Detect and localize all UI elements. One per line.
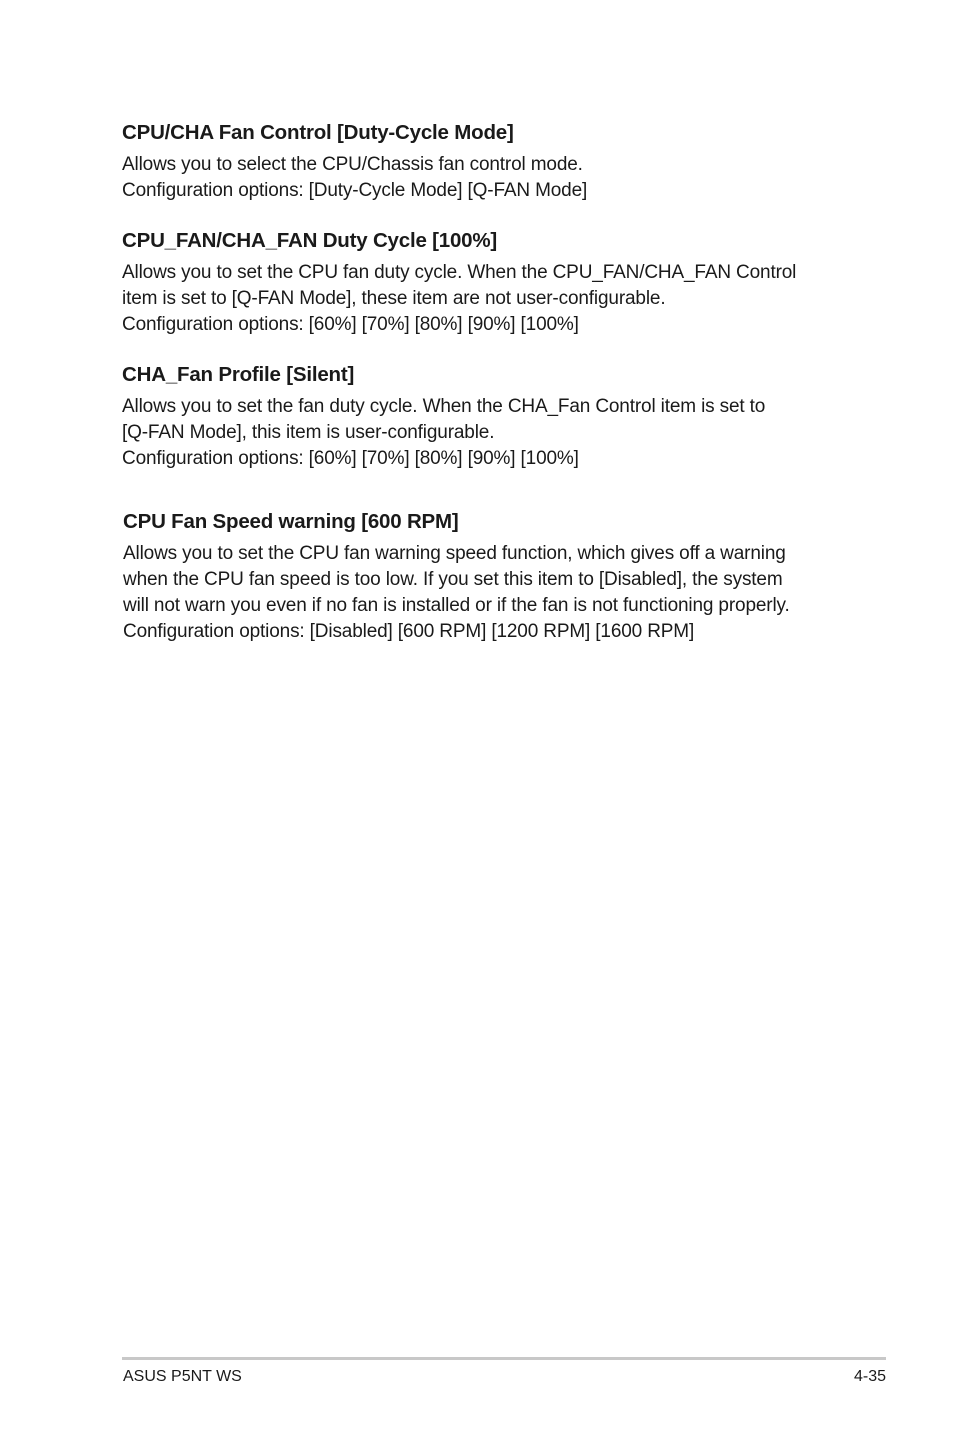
section-cha-fan-profile [122, 362, 842, 472]
section-heading: CPU_FAN/CHA_FAN Duty Cycle [100%] [122, 229, 498, 252]
section-description [123, 541, 843, 645]
section-heading: CPU Fan Speed warning [600 RPM] [123, 510, 459, 533]
section-cpu-fan-speed-warning [123, 509, 843, 645]
description-line: Configuration options: [60%] [70%] [80%] [90%] [100%] [122, 448, 579, 469]
section-heading: CHA_Fan Profile [Silent] [122, 363, 355, 386]
description-line: Configuration options: [60%] [70%] [80%] [90%] [100%] [122, 314, 579, 335]
description-line: Configuration options: [Duty-Cycle Mode] [Q-FAN Mode] [122, 180, 588, 201]
footer-product-name: ASUS P5NT WS [123, 1368, 242, 1385]
description-line: Allows you to set the CPU fan duty cycle. When the CPU_FAN/CHA_FAN Control [122, 262, 797, 283]
section-description [122, 394, 842, 472]
section-description [122, 152, 842, 204]
section-cpu-cha-fan-control [122, 120, 842, 204]
footer-divider [122, 1357, 886, 1360]
description-line: when the CPU fan speed is too low. If you set this item to [Disabled], the system [123, 569, 783, 590]
section-heading: CPU/CHA Fan Control [Duty-Cycle Mode] [122, 121, 514, 144]
description-line: Configuration options: [Disabled] [600 RPM] [1200 RPM] [1600 RPM] [123, 621, 695, 642]
section-duty-cycle [122, 228, 842, 338]
description-line: item is set to [Q-FAN Mode], these item are not user-configurable. [122, 288, 666, 309]
description-line: Allows you to select the CPU/Chassis fan control mode. [122, 154, 583, 175]
description-line: will not warn you even if no fan is installed or if the fan is not functioning properly. [123, 595, 790, 616]
section-description [122, 260, 842, 338]
description-line: [Q-FAN Mode], this item is user-configurable. [122, 422, 495, 443]
description-line: Allows you to set the fan duty cycle. When the CHA_Fan Control item is set to [122, 396, 766, 417]
footer-page-number: 4-35 [853, 1368, 886, 1385]
description-line: Allows you to set the CPU fan warning speed function, which gives off a warning [123, 543, 786, 564]
